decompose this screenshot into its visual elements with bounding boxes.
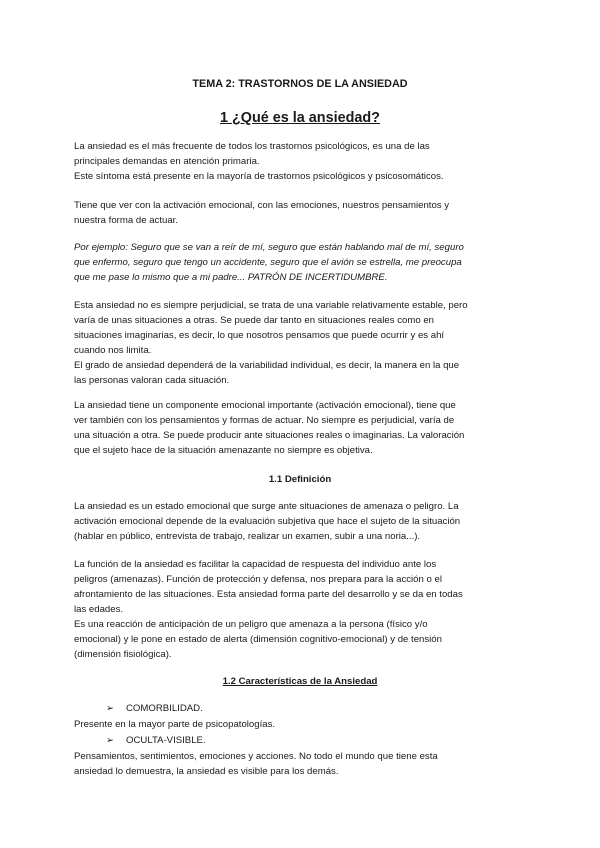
text-line: Por ejemplo: Seguro que se van a reír de mí, seguro que están hablando mal de mí, seguro [74, 242, 464, 253]
text-line: (dimensión fisiológica). [74, 649, 172, 660]
text-line: cuando nos limita. [74, 345, 152, 356]
text-line: activación emocional depende de la evaluación subjetiva que hace el sujeto de la situación [74, 516, 461, 527]
text-line: La ansiedad es un estado emocional que surge ante situaciones de amenaza o peligro. La [74, 501, 459, 512]
text-line: una situación a otra. Se puede producir ante situaciones reales o imaginarias. La valoración [74, 430, 465, 441]
paragraph-emotional-component [74, 398, 534, 458]
paragraph-not-harmful [74, 298, 534, 388]
text-line: Esta ansiedad no es siempre perjudicial, se trata de una variable relativamente estable, pero [74, 300, 468, 311]
text-line: afrontamiento de las situaciones. Esta ansiedad forma parte del desarrollo y se da en todas [74, 589, 463, 600]
paragraph-activation [74, 198, 534, 228]
text-line: ver también con los pensamientos y formas de actuar. No siempre es perjudicial, varía de [74, 415, 455, 426]
text-line: principales demandas en atención primaria. [74, 156, 260, 167]
text-line: nuestra forma de actuar. [74, 215, 178, 226]
text-line: La ansiedad es el más frecuente de todos los trastornos psicológicos, es una de las [74, 141, 430, 152]
text-line: Este síntoma está presente en la mayoría de trastornos psicológicos y psicosomáticos. [74, 171, 444, 182]
document-title: TEMA 2: TRASTORNOS DE LA ANSIEDAD [192, 78, 408, 90]
paragraph-definition [74, 499, 534, 544]
text-line: que enfermo, seguro que tengo un accidente, seguro que el avión se estrella, me preocupa [74, 257, 462, 268]
bullet-label: COMORBILIDAD. [126, 703, 203, 714]
text-line: peligros (amenazas). Función de protección y defensa, nos prepara para la acción o el [74, 574, 442, 585]
text-line: (hablar en público, entrevista de trabajo, realizar un examen, subir a una noria...). [74, 531, 421, 542]
text-line: Pensamientos, sentimientos, emociones y acciones. No todo el mundo que tiene esta [74, 751, 438, 762]
text-line: Presente en la mayor parte de psicopatologías. [74, 719, 276, 730]
text-line: las edades. [74, 604, 124, 615]
text-line: Tiene que ver con la activación emocional, con las emociones, nuestros pensamientos y [74, 200, 450, 211]
text-line: La ansiedad tiene un componente emocional importante (activación emocional), tiene que [74, 400, 456, 411]
text-line: situaciones imaginarias, es decir, lo que nosotros pensamos que puede ocurrir y es ahí [74, 330, 445, 341]
bullet-label: OCULTA-VISIBLE. [126, 735, 206, 746]
bullet-comorbilidad [106, 701, 203, 716]
text-line: Es una reacción de anticipación de un peligro que amenaza a la persona (físico y/o [74, 619, 428, 630]
arrow-bullet-icon: ➢ [106, 735, 115, 746]
section-heading-caracteristicas: 1.2 Características de la Ansiedad [222, 676, 378, 687]
text-line: La función de la ansiedad es facilitar la capacidad de respuesta del individuo ante los [74, 559, 437, 570]
paragraph-function [74, 557, 534, 662]
section-heading-definicion: 1.1 Definición [268, 474, 332, 485]
text-line: El grado de ansiedad dependerá de la variabilidad individual, es decir, la manera en la que [74, 360, 460, 371]
text-line: que el sujeto hace de la situación amenazante no siempre es objetiva. [74, 445, 373, 456]
text-line: ansiedad lo demuestra, la ansiedad es visible para los demás. [74, 766, 339, 777]
paragraph-intro [74, 139, 534, 184]
arrow-bullet-icon: ➢ [106, 703, 115, 714]
bullet-oculta-visible [106, 733, 206, 748]
text-line: varía de unas situaciones a otras. Se puede dar tanto en situaciones reales como en [74, 315, 434, 326]
paragraph-oculta-visible [74, 749, 544, 779]
text-line: emocional) y le pone en estado de alerta (dimensión cognitivo-emocional) y de tensión [74, 634, 442, 645]
text-line: las personas valoran cada situación. [74, 375, 230, 386]
paragraph-example [74, 240, 534, 285]
text-line: que me pase lo mismo que a mi padre... PATRÓN DE INCERTIDUMBRE. [74, 272, 388, 283]
section-heading-que-es: 1 ¿Qué es la ansiedad? [220, 110, 380, 126]
